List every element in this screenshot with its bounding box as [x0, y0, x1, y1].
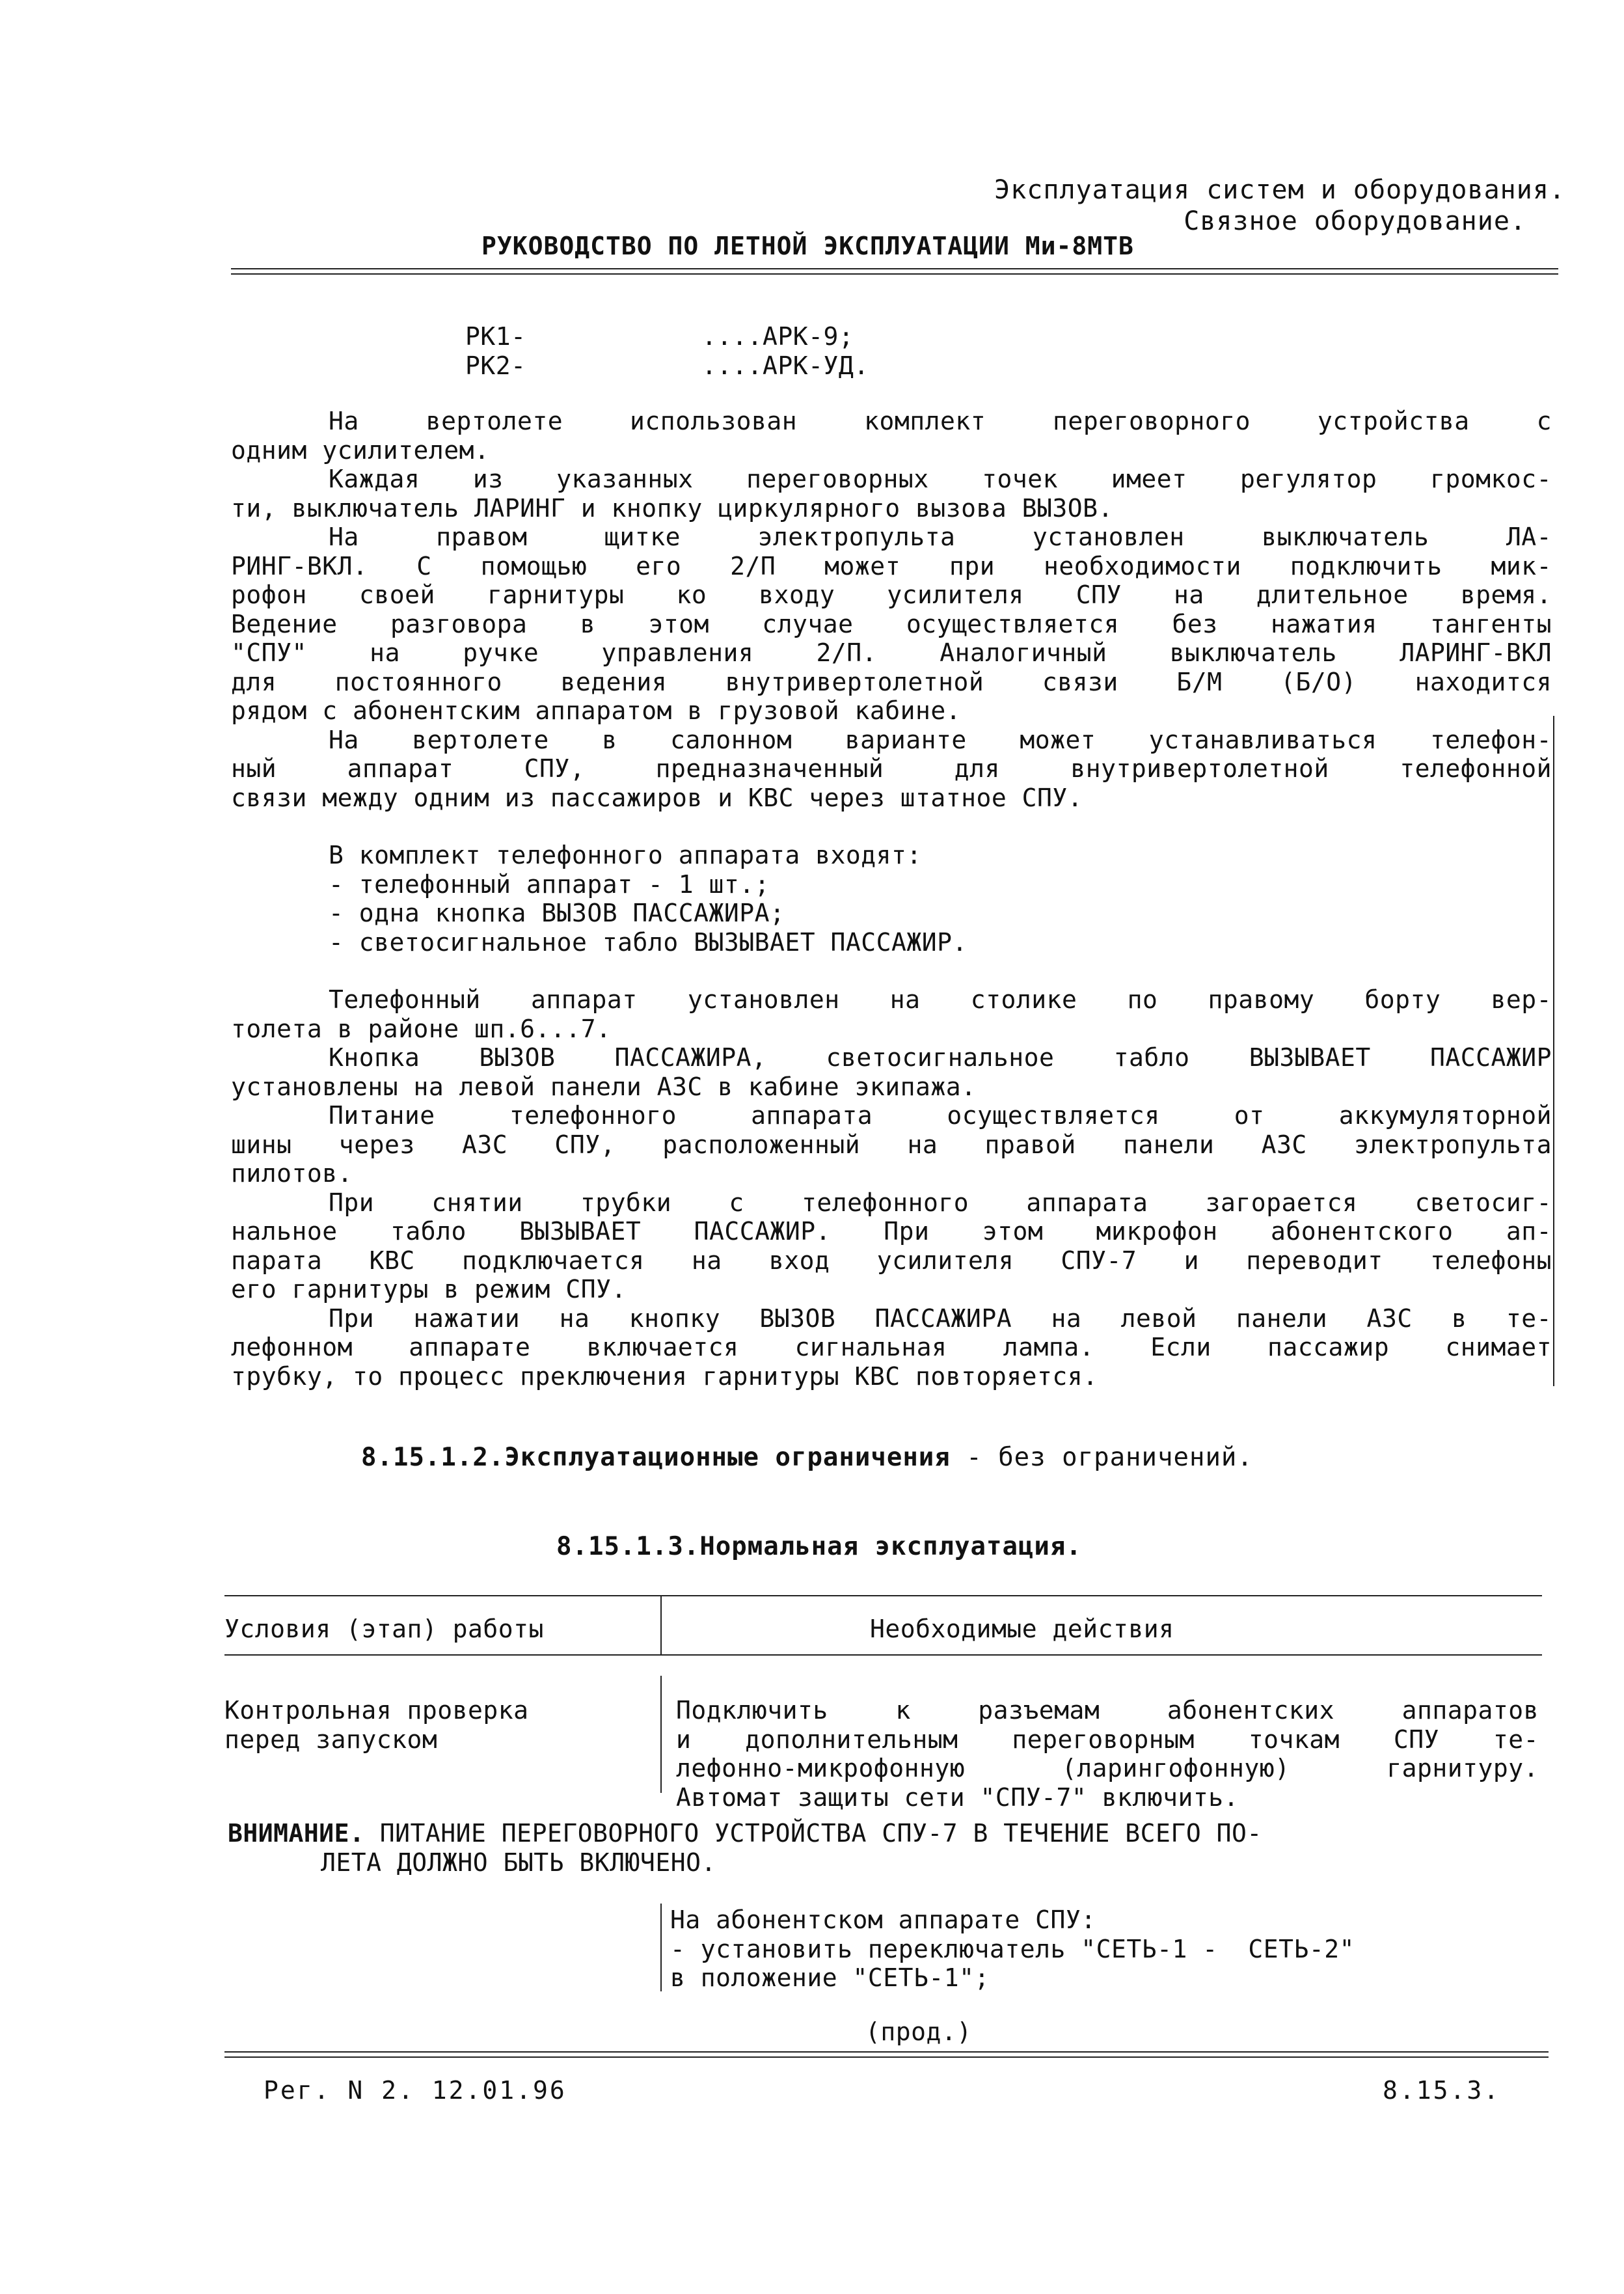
text-line: установлены на левой панели АЗС в кабине экипажа.	[231, 1072, 977, 1101]
footer-rule-top	[224, 2051, 1549, 2053]
header-title: РУКОВОДСТВО ПО ЛЕТНОЙ ЭКСПЛУАТАЦИИ Ми-8МТВ	[481, 232, 1134, 260]
text-line: Кнопка ВЫЗОВ ПАССАЖИРА, светосигнальное табло ВЫЗЫВАЕТ ПАССАЖИР	[329, 1043, 1552, 1072]
text-line: При снятии трубки с телефонного аппарата загорается светосиг-	[329, 1188, 1552, 1217]
text-line: толета в районе шп.6...7.	[231, 1014, 612, 1043]
section-note: - без ограничений.	[950, 1443, 1253, 1472]
kit-intro: В комплект телефонного аппарата входят:	[329, 841, 922, 869]
table-row	[224, 1674, 1539, 1812]
text-line: РИНГ-ВКЛ. С помощью его 2/П может при необходимости подключить мик-	[231, 551, 1552, 580]
table-rule-top	[224, 1595, 1542, 1596]
text-line: перед запуском	[224, 1725, 438, 1754]
text-line: его гарнитуры в режим СПУ.	[231, 1275, 627, 1304]
text-line: При нажатии на кнопку ВЫЗОВ ПАССАЖИРА на левой панели АЗС в те-	[329, 1304, 1552, 1333]
warning-text-cont: ЛЕТА ДОЛЖНО БЫТЬ ВКЛЮЧЕНО.	[321, 1848, 716, 1877]
table-header-condition: Условия (этап) работы	[224, 1615, 544, 1643]
paragraph-4	[231, 726, 1552, 813]
rk-value: ....АРК-9;	[701, 322, 854, 351]
paragraph-1	[231, 407, 1552, 465]
text-line: ти, выключатель ЛАРИНГ и кнопку циркулярного вызова ВЫЗОВ.	[231, 493, 1113, 523]
operations-table	[224, 1598, 1539, 1812]
table-header-row	[224, 1598, 1539, 1674]
kit-item: - телефонный аппарат - 1 шт.;	[329, 869, 770, 899]
warning-block	[228, 1819, 1542, 1877]
text-line: На правом щитке электропульта установлен выключатель ЛА-	[329, 523, 1552, 551]
text-line: шины через АЗС СПУ, расположенный на правой панели АЗС электропульта	[231, 1130, 1552, 1159]
footer-registration: Рег. N 2. 12.01.96	[264, 2076, 567, 2105]
text-line: нальное табло ВЫЗЫВАЕТ ПАССАЖИР. При этом микрофон абонентского ап-	[231, 1217, 1552, 1246]
rk-item	[465, 351, 869, 381]
text-line: ный аппарат СПУ, предназначенный для внутривертолетной телефонной	[231, 754, 1552, 783]
header-line-2: Связное оборудование.	[1184, 206, 1526, 236]
header-line-1: Эксплуатация систем и оборудования.	[994, 175, 1565, 205]
text-line: лефонном аппарате включается сигнальная лампа. Если пассажир снимает	[231, 1333, 1552, 1361]
text-line: На вертолете в салонном варианте может устанавливаться телефон-	[329, 725, 1552, 754]
paragraph-7	[231, 1101, 1552, 1188]
text-line: связи между одним из пассажиров и КВС через штатное СПУ.	[231, 783, 1083, 812]
kit-item: - светосигнальное табло ВЫЗЫВАЕТ ПАССАЖИР.	[329, 927, 968, 957]
text-line: парата КВС подключается на вход усилителя СПУ-7 и переводит телефоны	[231, 1246, 1552, 1275]
warning-label: ВНИМАНИЕ.	[228, 1819, 365, 1848]
paragraph-3	[231, 523, 1552, 726]
paragraph-8	[231, 1188, 1552, 1304]
paragraph-6	[231, 1043, 1552, 1101]
header-rule-bottom	[231, 273, 1558, 275]
rk-value: ....АРК-УД.	[701, 351, 869, 380]
change-bar	[1553, 716, 1554, 1386]
text-line: "СПУ" на ручке управления 2/П. Аналогичный выключатель ЛАРИНГ-ВКЛ	[231, 638, 1552, 667]
warning-text: ПИТАНИЕ ПЕРЕГОВОРНОГО УСТРОЙСТВА СПУ-7 В ТЕЧЕНИЕ ВСЕГО ПО-	[364, 1819, 1262, 1848]
text-line: пилотов.	[231, 1159, 353, 1188]
section-title: 8.15.1.2.Эксплуатационные ограничения	[361, 1443, 951, 1472]
rk-key: РК2-	[465, 351, 526, 380]
text-line: На вертолете использован комплект переговорного устройства с	[329, 407, 1552, 435]
text-line: Каждая из указанных переговорных точек имеет регулятор громкос-	[329, 465, 1552, 493]
table-cell-actions-2	[670, 1905, 1542, 1993]
table-header-actions: Необходимые действия	[870, 1615, 1174, 1643]
rk-item	[465, 322, 869, 351]
text-line: - установить переключатель "СЕТЬ-1 - СЕТЬ-2"	[670, 1934, 1355, 1963]
section-heading-8-15-1-3: 8.15.1.3.Нормальная эксплуатация.	[556, 1532, 1082, 1561]
text-line: трубку, то процесс преключения гарнитуры КВС повторяется.	[231, 1361, 1098, 1391]
footer-rule-bottom	[224, 2056, 1549, 2058]
text-line: рофон своей гарнитуры ко входу усилителя СПУ на длительное время.	[231, 580, 1552, 609]
text-line: рядом с абонентским аппаратом в грузовой кабине.	[231, 696, 962, 725]
section-heading-8-15-1-2	[361, 1443, 1253, 1473]
text-line: Автомат защиты сети "СПУ-7" включить.	[676, 1782, 1239, 1812]
paragraph-9	[231, 1304, 1552, 1391]
body-text	[231, 407, 1552, 1391]
text-line: Ведение разговора в этом случае осуществляется без нажатия тангенты	[231, 609, 1552, 638]
kit-item: - одна кнопка ВЫЗОВ ПАССАЖИРА;	[329, 899, 785, 927]
rk-key: РК1-	[465, 322, 526, 351]
table-divider-row2	[660, 1904, 662, 1991]
text-line: Контрольная проверка	[224, 1696, 529, 1725]
rk-list	[465, 322, 869, 380]
paragraph-2	[231, 465, 1552, 523]
footer-page-number: 8.15.3.	[1383, 2076, 1501, 2105]
text-line: одним усилителем.	[231, 435, 490, 465]
text-line: в положение "СЕТЬ-1";	[670, 1963, 990, 1992]
text-line: Питание телефонного аппарата осуществляется от аккумуляторной	[329, 1101, 1552, 1130]
table-cell-actions	[662, 1674, 1539, 1812]
table-cell-condition	[224, 1674, 662, 1812]
paragraph-5	[231, 985, 1552, 1043]
continued-marker: (прод.)	[865, 2017, 972, 2046]
text-line: лефонно-микрофонную (ларингофонную) гарнитуру.	[676, 1754, 1539, 1782]
kit-list	[231, 841, 1552, 957]
text-line: На абонентском аппарате СПУ:	[670, 1905, 1096, 1934]
text-line: для постоянного ведения внутривертолетной связи Б/М (Б/О) находится	[231, 667, 1552, 696]
header-rule-top	[231, 268, 1558, 269]
text-line: Телефонный аппарат установлен на столике по правому борту вер-	[329, 985, 1552, 1014]
text-line: и дополнительным переговорным точкам СПУ те-	[676, 1725, 1539, 1754]
text-line: Подключить к разъемам абонентских аппаратов	[676, 1696, 1539, 1725]
